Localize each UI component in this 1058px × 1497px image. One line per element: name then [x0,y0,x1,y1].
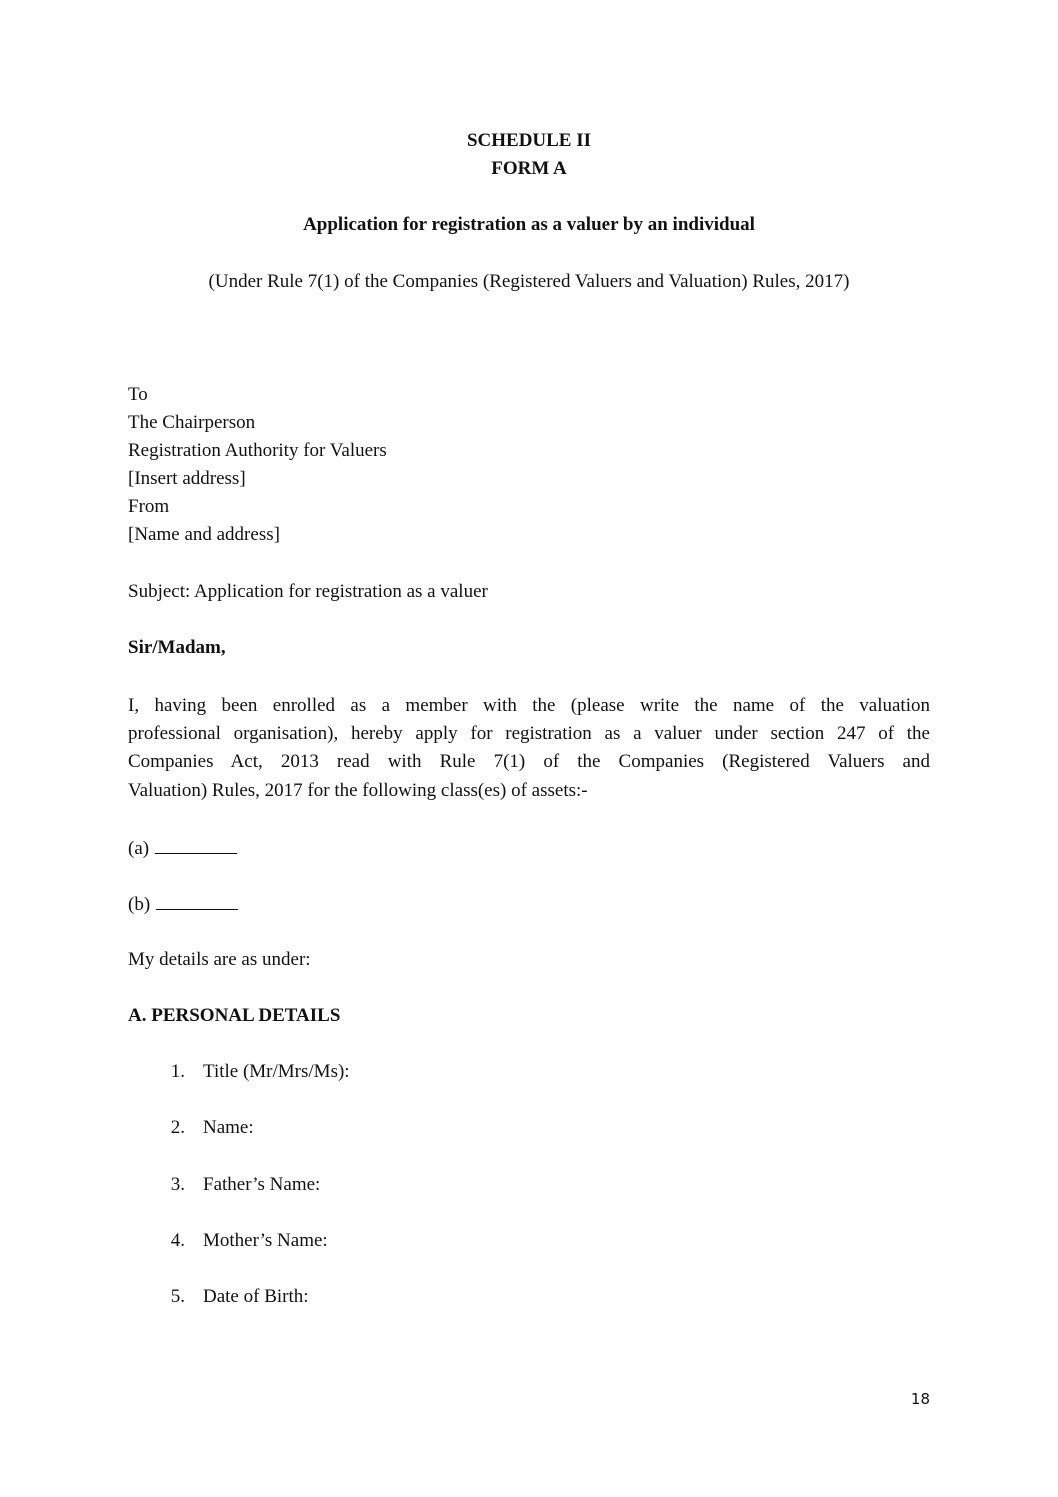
form-heading: FORM A [491,158,567,179]
blank-field[interactable] [155,837,237,854]
authority: Registration Authority for Valuers [128,440,387,461]
body-line: professional organisation), hereby apply for registration as a valuer under section 247 of the [128,723,930,745]
asset-class-label: (b) [128,894,151,915]
form-title: Application for registration as a valuer by an individual [303,214,755,235]
from-label: From [128,496,170,517]
item-number: 3. [170,1174,185,1195]
name-address: [Name and address] [128,524,280,545]
item-label: Date of Birth: [203,1286,309,1307]
to-label: To [128,384,148,405]
body-line: Valuation) Rules, 2017 for the following class(es) of assets:- [128,779,588,801]
item-label: Mother’s Name: [203,1230,328,1251]
item-label: Father’s Name: [203,1174,321,1195]
asset-class-label: (a) [128,838,150,859]
body-line: Companies Act, 2013 read with Rule 7(1) of the Companies (Registered Valuers and [128,751,930,773]
item-label: Title (Mr/Mrs/Ms): [203,1061,350,1082]
asset-class-a [128,837,237,860]
recipient: The Chairperson [128,412,256,433]
form-subtitle: (Under Rule 7(1) of the Companies (Registered Valuers and Valuation) Rules, 2017) [208,271,850,292]
item-number: 4. [170,1230,185,1251]
schedule-heading: SCHEDULE II [466,130,592,151]
details-intro: My details are as under: [128,949,311,970]
item-number: 1. [170,1061,185,1082]
item-number: 2. [170,1117,185,1138]
item-label: Name: [203,1117,254,1138]
page-number: 18 [910,1390,930,1408]
blank-field[interactable] [156,893,238,910]
salutation: Sir/Madam, [128,637,226,658]
body-line: I, having been enrolled as a member with the (please write the name of the valuation [128,695,930,716]
asset-class-b [128,893,238,916]
body-paragraph [128,692,930,805]
item-number: 5. [170,1286,185,1307]
section-a-heading: A. PERSONAL DETAILS [128,1005,341,1026]
subject-line: Subject: Application for registration as a valuer [128,581,488,602]
insert-address: [Insert address] [128,468,246,489]
